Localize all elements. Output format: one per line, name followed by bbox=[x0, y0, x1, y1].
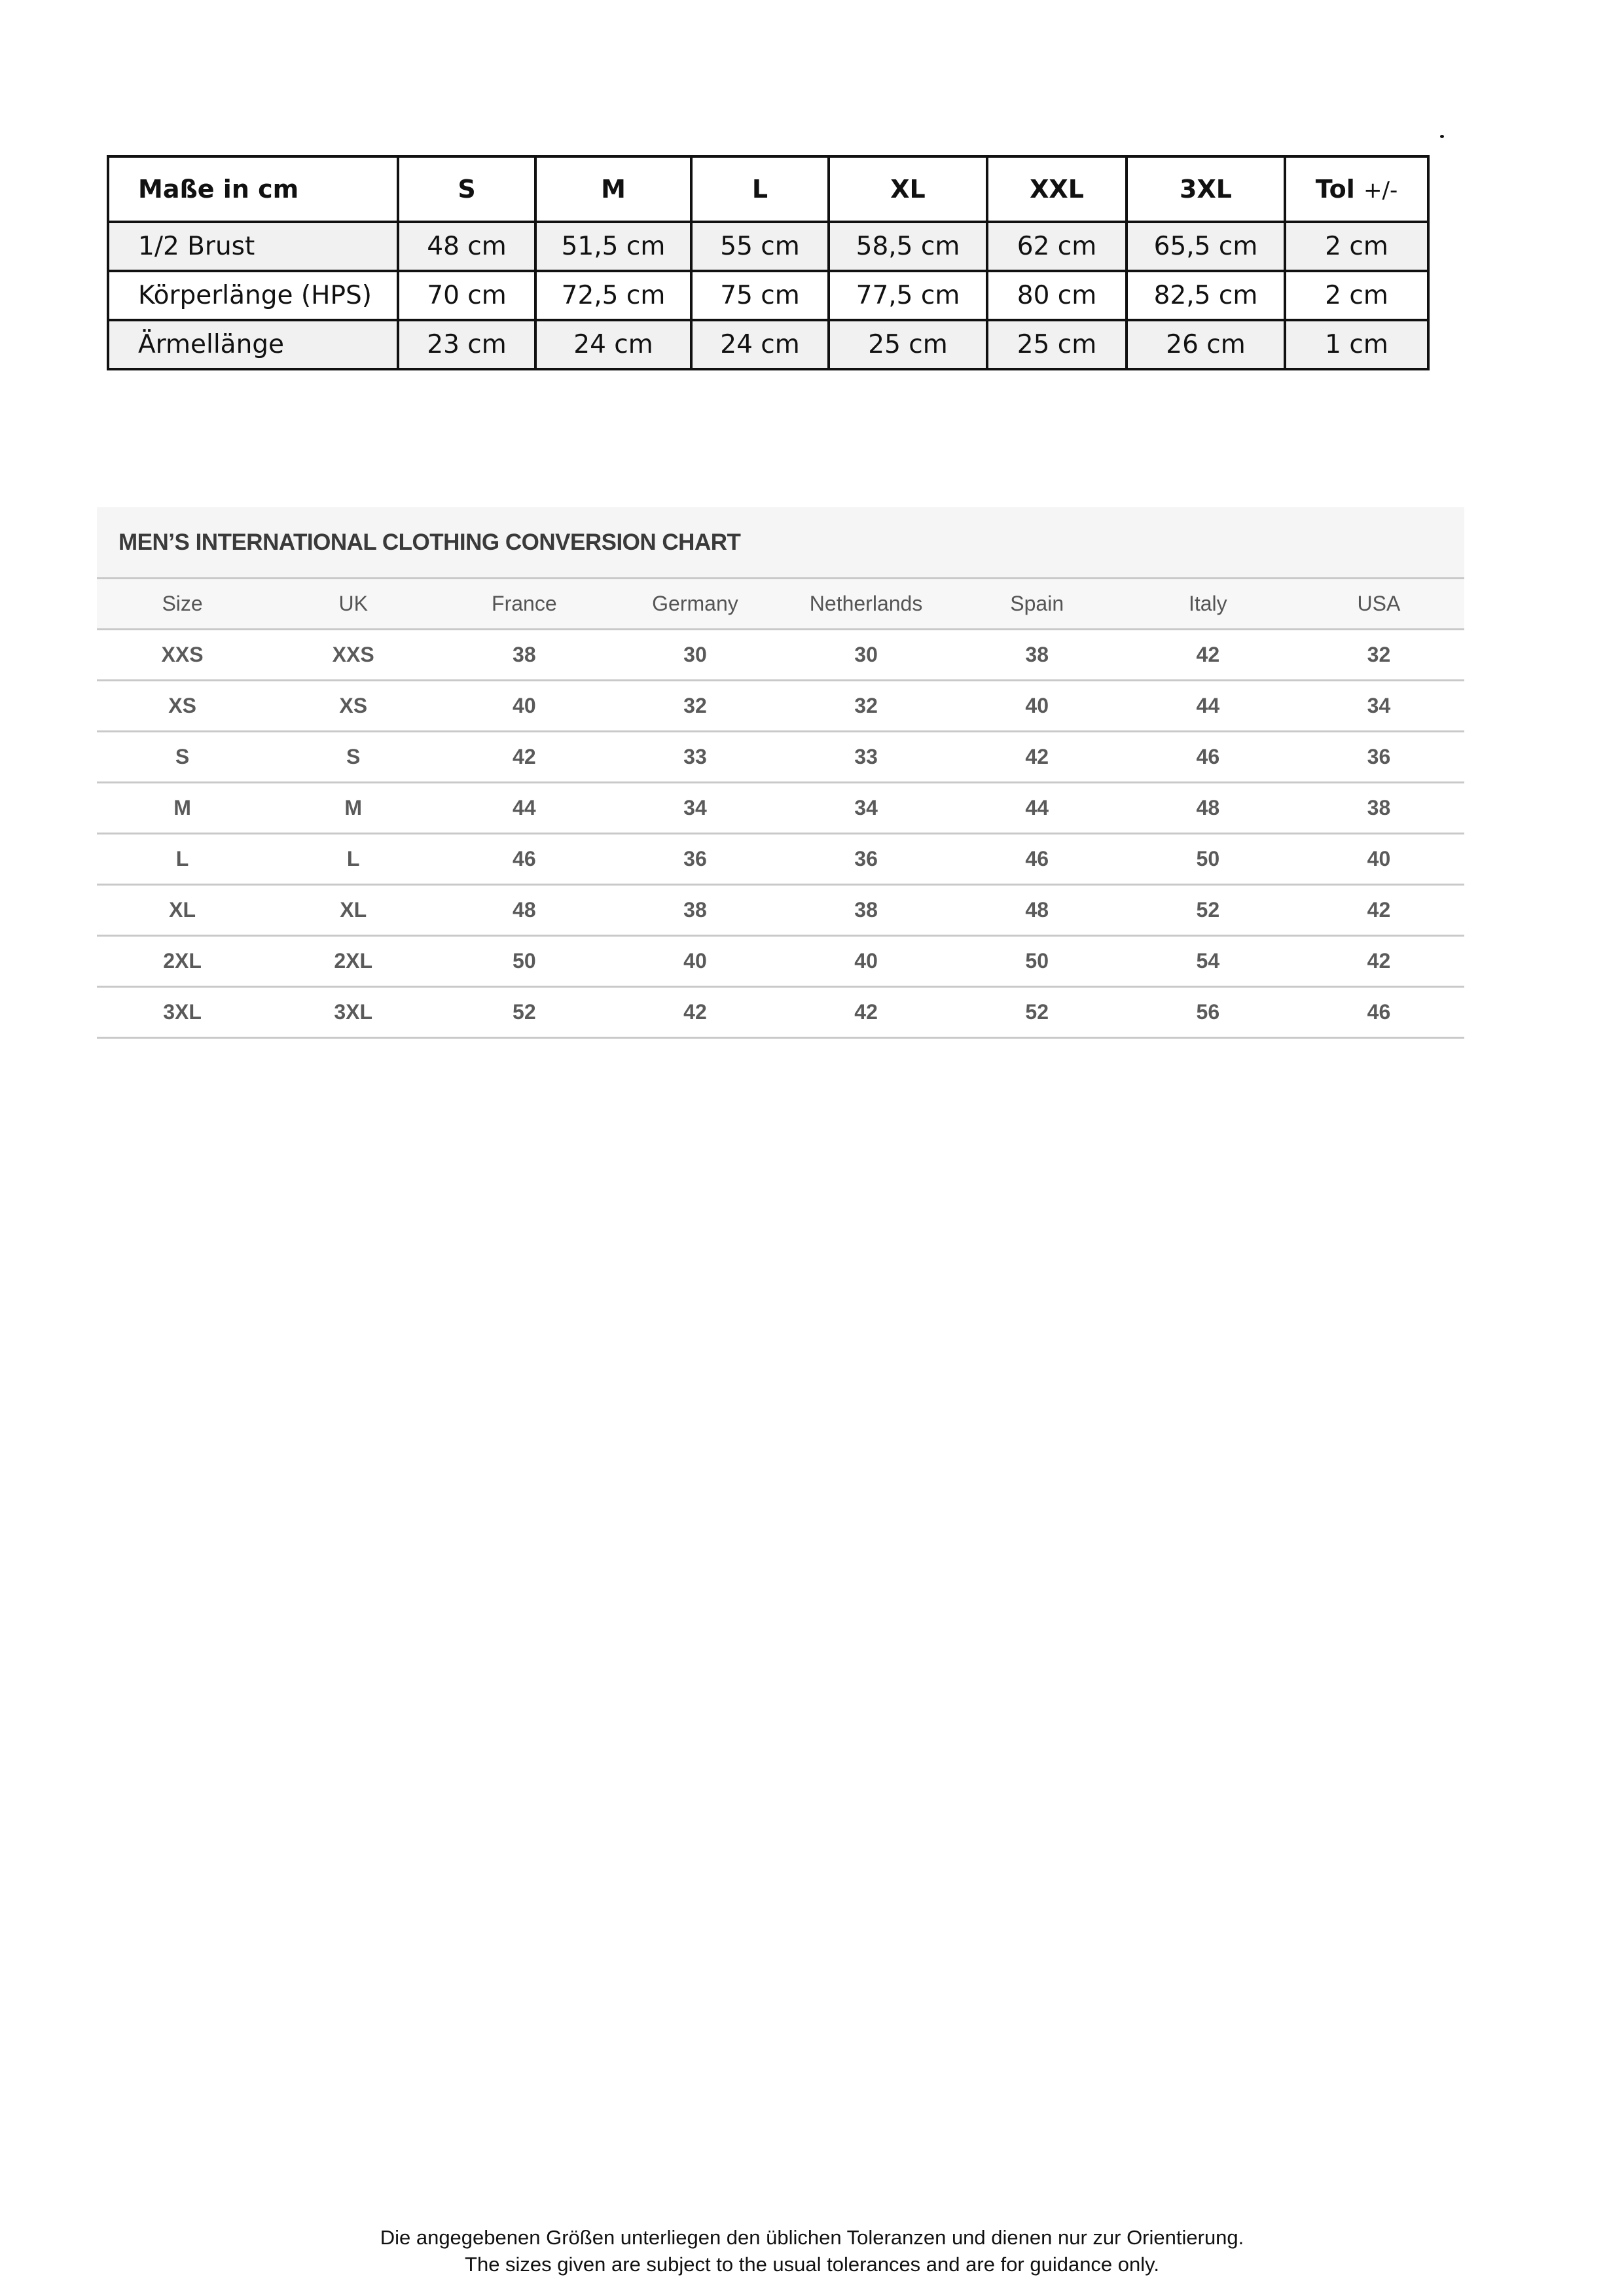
measurement-cell: 1 cm bbox=[1285, 320, 1428, 369]
conversion-cell: 42 bbox=[1123, 630, 1293, 681]
conversion-row bbox=[97, 987, 1464, 1038]
measurement-header-size: 3XL bbox=[1127, 156, 1285, 222]
measurement-row-label: Ärmellänge bbox=[108, 320, 398, 369]
measurement-cell: 51,5 cm bbox=[535, 222, 691, 271]
measurement-cell: 24 cm bbox=[535, 320, 691, 369]
measurement-cell: 25 cm bbox=[829, 320, 987, 369]
measurement-row-label: 1/2 Brust bbox=[108, 222, 398, 271]
measurement-cell: 25 cm bbox=[987, 320, 1127, 369]
conversion-cell: 33 bbox=[781, 732, 952, 783]
conversion-cell: 38 bbox=[1293, 783, 1464, 834]
measurement-cell: 24 cm bbox=[691, 320, 829, 369]
measurement-cell: 58,5 cm bbox=[829, 222, 987, 271]
conversion-cell: 3XL bbox=[268, 987, 439, 1038]
conversion-cell: L bbox=[97, 834, 268, 885]
measurement-header-size: L bbox=[691, 156, 829, 222]
measurement-row bbox=[108, 271, 1428, 320]
conversion-cell: 36 bbox=[781, 834, 952, 885]
measurement-row bbox=[108, 320, 1428, 369]
conversion-cell: M bbox=[268, 783, 439, 834]
conversion-cell: 2XL bbox=[97, 936, 268, 987]
conversion-cell: 46 bbox=[1293, 987, 1464, 1038]
conversion-cell: 36 bbox=[609, 834, 780, 885]
conversion-cell: 36 bbox=[1293, 732, 1464, 783]
footer-line-en: The sizes given are subject to the usual tolerances and are for guidance only. bbox=[465, 2253, 1159, 2276]
conversion-row bbox=[97, 681, 1464, 732]
conversion-cell: 48 bbox=[439, 885, 609, 936]
tolerance-suffix: +/- bbox=[1363, 177, 1398, 204]
measurement-row-label: Körperlänge (HPS) bbox=[108, 271, 398, 320]
conversion-cell: 34 bbox=[1293, 681, 1464, 732]
conversion-row bbox=[97, 834, 1464, 885]
conversion-cell: 54 bbox=[1123, 936, 1293, 987]
conversion-cell: 52 bbox=[952, 987, 1123, 1038]
conversion-cell: XL bbox=[268, 885, 439, 936]
conversion-cell: 34 bbox=[781, 783, 952, 834]
conversion-header: Italy bbox=[1123, 579, 1293, 630]
conversion-cell: 33 bbox=[609, 732, 780, 783]
measurement-cell: 48 cm bbox=[398, 222, 535, 271]
conversion-cell: 50 bbox=[439, 936, 609, 987]
conversion-cell: XL bbox=[97, 885, 268, 936]
conversion-row bbox=[97, 885, 1464, 936]
conversion-header: UK bbox=[268, 579, 439, 630]
conversion-cell: 40 bbox=[781, 936, 952, 987]
conversion-title-bar bbox=[97, 507, 1464, 579]
footer-disclaimer bbox=[0, 2224, 1624, 2278]
conversion-cell: 38 bbox=[952, 630, 1123, 681]
conversion-cell: 52 bbox=[1123, 885, 1293, 936]
conversion-cell: 50 bbox=[952, 936, 1123, 987]
measurement-header-size: XXL bbox=[987, 156, 1127, 222]
conversion-cell: XS bbox=[268, 681, 439, 732]
conversion-cell: 42 bbox=[952, 732, 1123, 783]
measurement-cell: 23 cm bbox=[398, 320, 535, 369]
conversion-cell: 40 bbox=[952, 681, 1123, 732]
measurement-table bbox=[107, 155, 1430, 370]
conversion-cell: 38 bbox=[781, 885, 952, 936]
measurement-header-size: S bbox=[398, 156, 535, 222]
conversion-cell: S bbox=[268, 732, 439, 783]
conversion-cell: 42 bbox=[439, 732, 609, 783]
measurement-cell: 62 cm bbox=[987, 222, 1127, 271]
conversion-cell: 38 bbox=[439, 630, 609, 681]
conversion-cell: L bbox=[268, 834, 439, 885]
conversion-header: Germany bbox=[609, 579, 780, 630]
conversion-cell: XXS bbox=[97, 630, 268, 681]
conversion-cell: 44 bbox=[1123, 681, 1293, 732]
conversion-table bbox=[97, 579, 1464, 1039]
footer-line-de: Die angegebenen Größen unterliegen den üblichen Toleranzen und dienen nur zur Orientierung. bbox=[380, 2226, 1244, 2249]
conversion-header: USA bbox=[1293, 579, 1464, 630]
conversion-cell: 44 bbox=[952, 783, 1123, 834]
conversion-cell: 56 bbox=[1123, 987, 1293, 1038]
conversion-cell: 40 bbox=[439, 681, 609, 732]
measurement-cell: 65,5 cm bbox=[1127, 222, 1285, 271]
tolerance-label: Tol bbox=[1315, 175, 1355, 204]
conversion-cell: 42 bbox=[609, 987, 780, 1038]
measurement-header-size: XL bbox=[829, 156, 987, 222]
measurement-header-tolerance bbox=[1285, 156, 1428, 222]
conversion-cell: 52 bbox=[439, 987, 609, 1038]
measurement-header-label: Maße in cm bbox=[108, 156, 398, 222]
conversion-cell: 48 bbox=[952, 885, 1123, 936]
conversion-header: Size bbox=[97, 579, 268, 630]
conversion-row bbox=[97, 732, 1464, 783]
conversion-cell: 46 bbox=[439, 834, 609, 885]
measurement-header-size: M bbox=[535, 156, 691, 222]
conversion-cell: 40 bbox=[609, 936, 780, 987]
measurement-cell: 26 cm bbox=[1127, 320, 1285, 369]
measurement-row bbox=[108, 222, 1428, 271]
conversion-cell: 46 bbox=[1123, 732, 1293, 783]
conversion-cell: 46 bbox=[952, 834, 1123, 885]
conversion-row bbox=[97, 630, 1464, 681]
conversion-cell: S bbox=[97, 732, 268, 783]
conversion-cell: M bbox=[97, 783, 268, 834]
conversion-cell: 44 bbox=[439, 783, 609, 834]
conversion-title: MEN’S INTERNATIONAL CLOTHING CONVERSION CHART bbox=[118, 529, 741, 555]
conversion-row bbox=[97, 936, 1464, 987]
conversion-cell: 40 bbox=[1293, 834, 1464, 885]
conversion-cell: 50 bbox=[1123, 834, 1293, 885]
conversion-cell: 42 bbox=[1293, 885, 1464, 936]
conversion-cell: 48 bbox=[1123, 783, 1293, 834]
conversion-cell: 34 bbox=[609, 783, 780, 834]
conversion-cell: 42 bbox=[1293, 936, 1464, 987]
conversion-header: Netherlands bbox=[781, 579, 952, 630]
conversion-row bbox=[97, 783, 1464, 834]
measurement-cell: 2 cm bbox=[1285, 222, 1428, 271]
conversion-cell: 38 bbox=[609, 885, 780, 936]
conversion-cell: XXS bbox=[268, 630, 439, 681]
conversion-header: Spain bbox=[952, 579, 1123, 630]
measurement-cell: 82,5 cm bbox=[1127, 271, 1285, 320]
conversion-cell: 30 bbox=[781, 630, 952, 681]
measurement-cell: 2 cm bbox=[1285, 271, 1428, 320]
conversion-cell: 30 bbox=[609, 630, 780, 681]
conversion-header: France bbox=[439, 579, 609, 630]
conversion-cell: 2XL bbox=[268, 936, 439, 987]
conversion-cell: 32 bbox=[609, 681, 780, 732]
conversion-cell: 42 bbox=[781, 987, 952, 1038]
conversion-header-row bbox=[97, 579, 1464, 630]
measurement-cell: 70 cm bbox=[398, 271, 535, 320]
conversion-chart bbox=[97, 507, 1464, 1039]
measurement-cell: 80 cm bbox=[987, 271, 1127, 320]
conversion-cell: XS bbox=[97, 681, 268, 732]
measurement-cell: 55 cm bbox=[691, 222, 829, 271]
conversion-cell: 32 bbox=[781, 681, 952, 732]
measurement-header-row bbox=[108, 156, 1428, 222]
measurement-cell: 75 cm bbox=[691, 271, 829, 320]
conversion-cell: 32 bbox=[1293, 630, 1464, 681]
measurement-cell: 77,5 cm bbox=[829, 271, 987, 320]
stray-dot bbox=[1440, 135, 1444, 138]
measurement-cell: 72,5 cm bbox=[535, 271, 691, 320]
conversion-cell: 3XL bbox=[97, 987, 268, 1038]
